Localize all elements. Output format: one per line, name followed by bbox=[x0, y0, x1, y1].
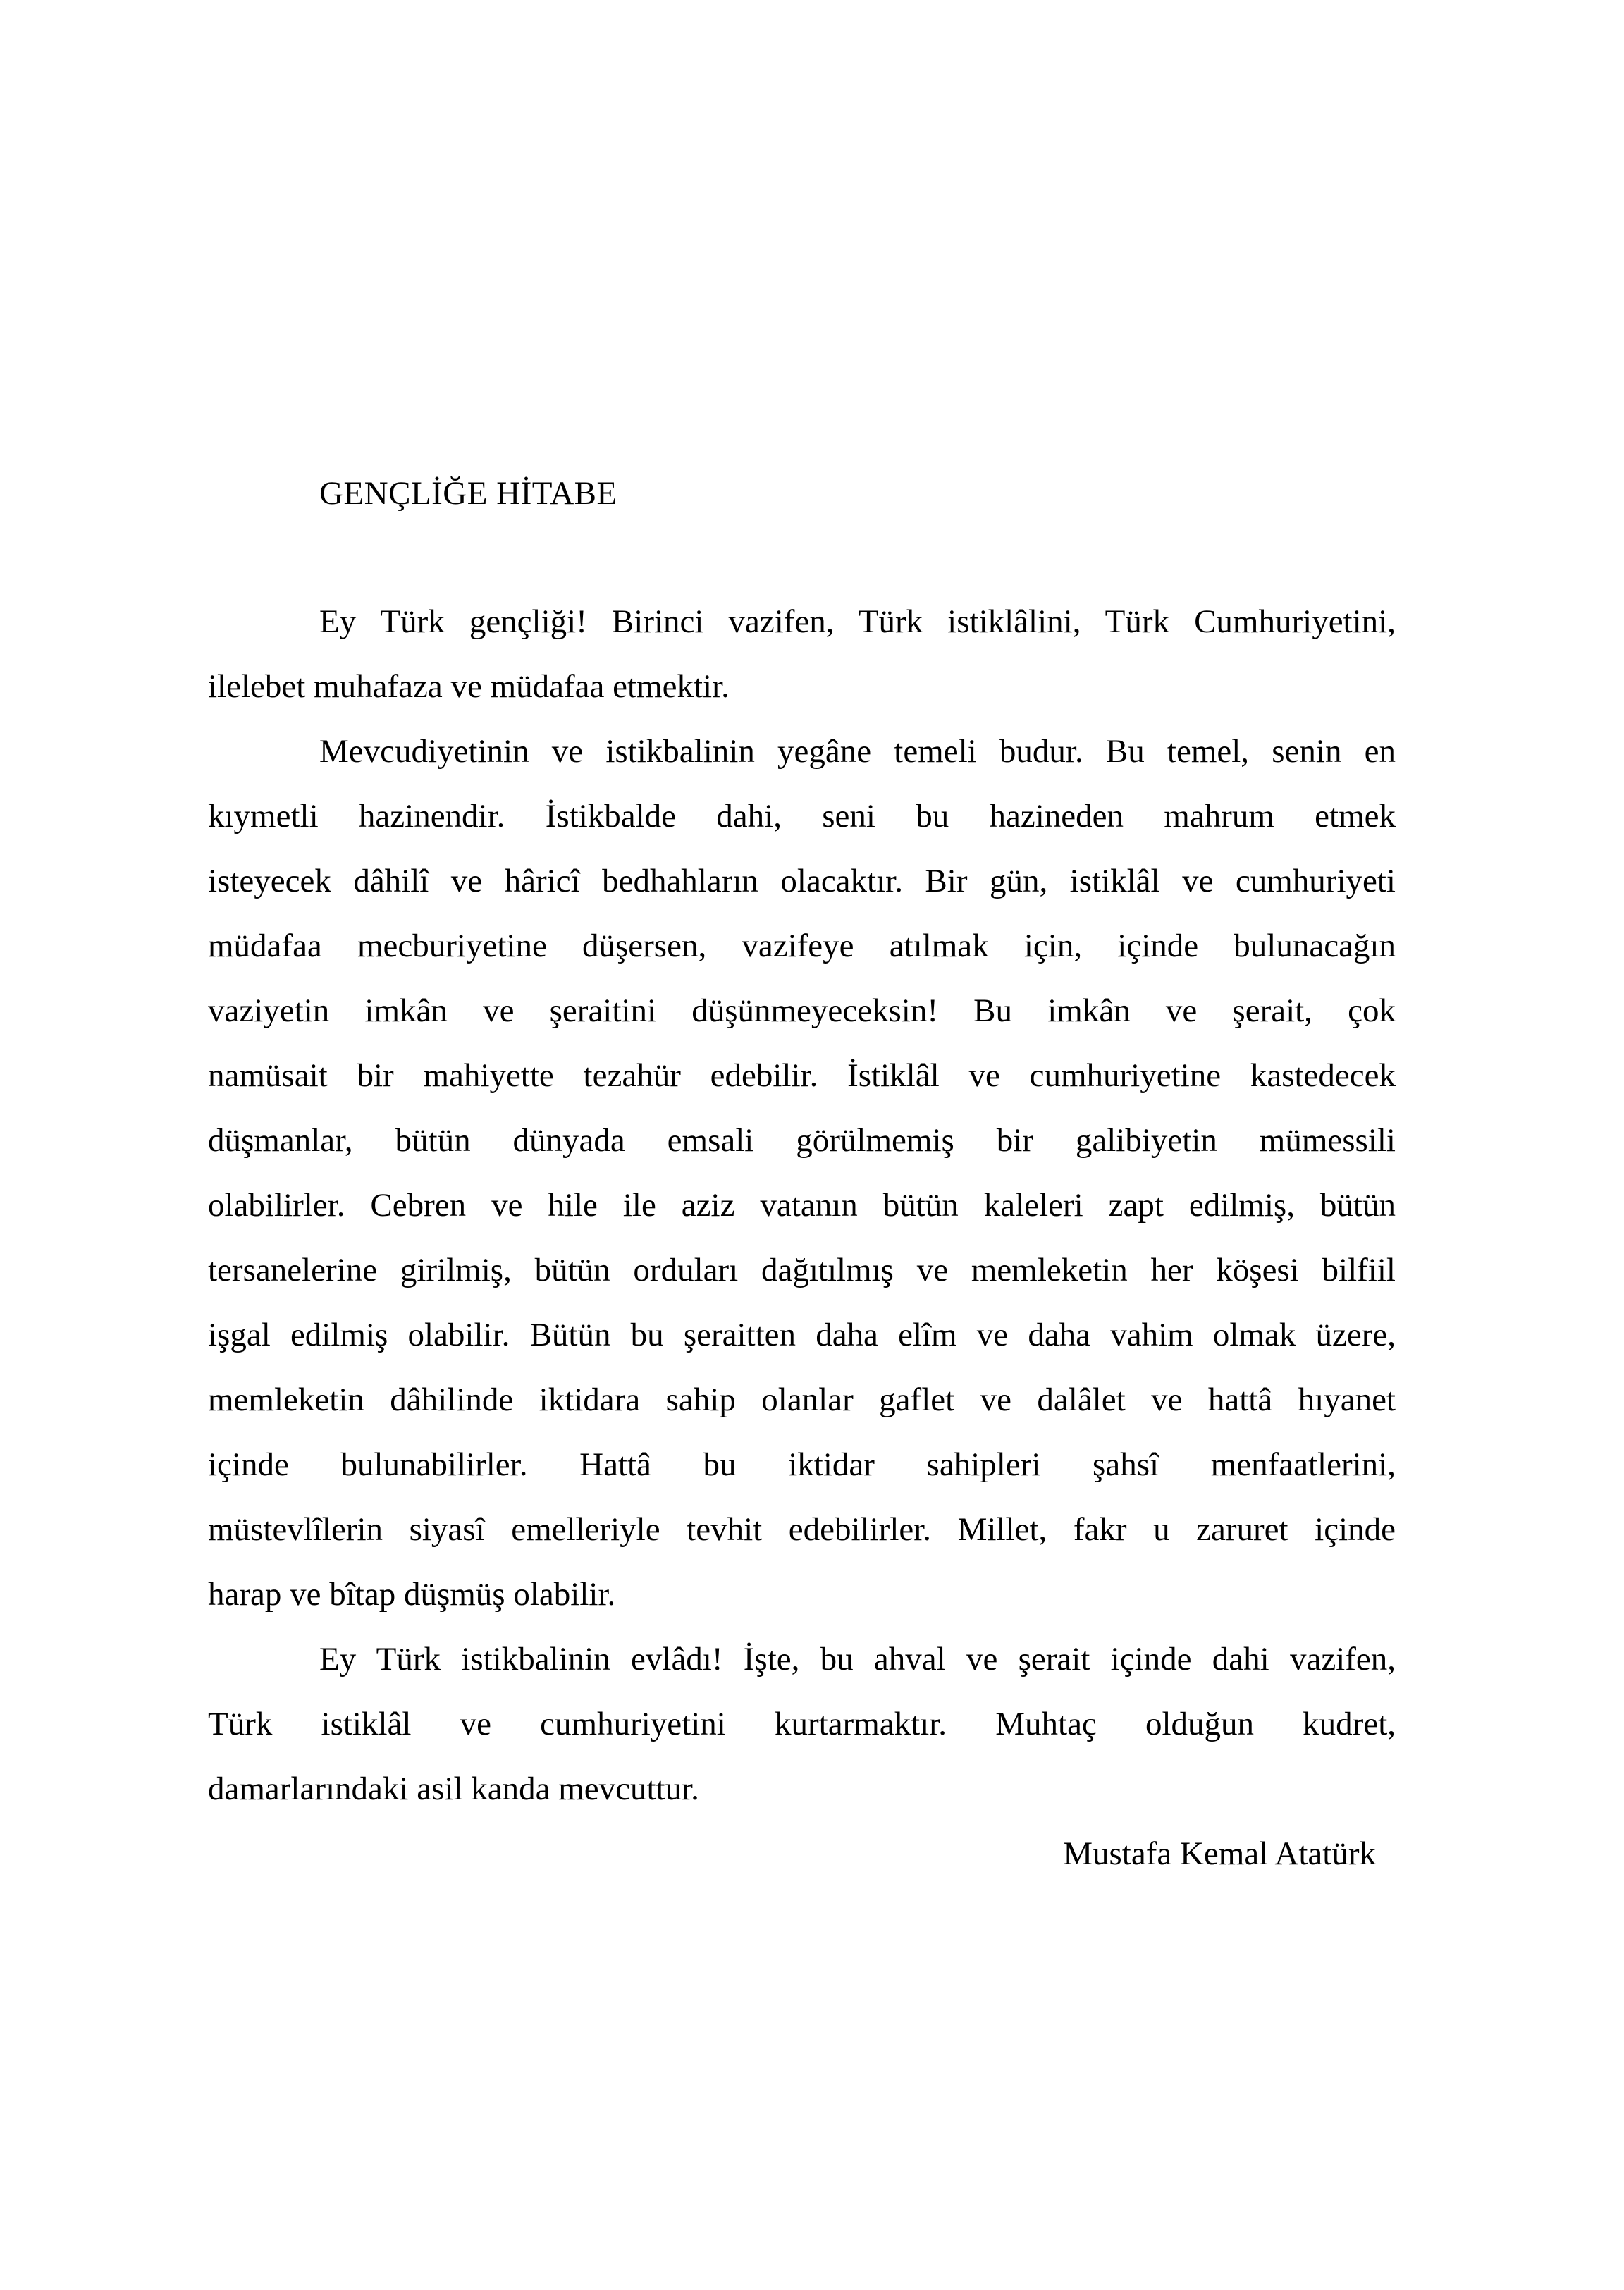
paragraph bbox=[208, 589, 1396, 719]
text-line: içinde bulunabilirler. Hattâ bu iktidar sahipleri şahsî menfaatlerini, bbox=[208, 1446, 1396, 1483]
text-line: vaziyetin imkân ve şeraitini düşünmeyeceksin! Bu imkân ve şerait, çok bbox=[208, 992, 1396, 1029]
text-line: harap ve bîtap düşmüş olabilir. bbox=[208, 1576, 616, 1613]
paragraph bbox=[208, 719, 1396, 1627]
text-line: isteyecek dâhilî ve hâricî bedhahların olacaktır. Bir gün, istiklâl ve cumhuriyeti bbox=[208, 863, 1396, 899]
text-line: Ey Türk gençliği! Birinci vazifen, Türk istiklâlini, Türk Cumhuriyetini, bbox=[319, 603, 1396, 640]
text-line: tersanelerine girilmiş, bütün orduları dağıtılmış ve memleketin her köşesi bilfiil bbox=[208, 1252, 1396, 1288]
text-line: işgal edilmiş olabilir. Bütün bu şeraitten daha elîm ve daha vahim olmak üzere, bbox=[208, 1317, 1396, 1353]
text-line: Mevcudiyetinin ve istikbalinin yegâne temeli budur. Bu temel, senin en bbox=[319, 733, 1396, 770]
signature: Mustafa Kemal Atatürk bbox=[1063, 1835, 1376, 1872]
paragraphs bbox=[208, 589, 1396, 1821]
text-line: müstevlîlerin siyasî emelleriyle tevhit edebilirler. Millet, fakr u zaruret içinde bbox=[208, 1511, 1396, 1548]
text-line: düşmanlar, bütün dünyada emsali görülmemiş bir galibiyetin mümessili bbox=[208, 1122, 1396, 1159]
text-line: damarlarındaki asil kanda mevcuttur. bbox=[208, 1771, 699, 1807]
text-line: memleketin dâhilinde iktidara sahip olanlar gaflet ve dalâlet ve hattâ hıyanet bbox=[208, 1381, 1396, 1418]
text-line: müdafaa mecburiyetine düşersen, vazifeye atılmak için, içinde bulunacağın bbox=[208, 928, 1396, 964]
text-column bbox=[208, 461, 1396, 1886]
text-line: ilelebet muhafaza ve müdafaa etmektir. bbox=[208, 668, 730, 705]
paragraph bbox=[208, 1627, 1396, 1821]
text-line: Ey Türk istikbalinin evlâdı! İşte, bu ahval ve şerait içinde dahi vazifen, bbox=[319, 1641, 1396, 1678]
text-line: Türk istiklâl ve cumhuriyetini kurtarmaktır. Muhtaç olduğun kudret, bbox=[208, 1706, 1396, 1742]
text-line: namüsait bir mahiyette tezahür edebilir. İstiklâl ve cumhuriyetine kastedecek bbox=[208, 1057, 1396, 1094]
text-line: kıymetli hazinendir. İstikbalde dahi, seni bu hazineden mahrum etmek bbox=[208, 798, 1396, 835]
text-line: olabilirler. Cebren ve hile ile aziz vatanın bütün kaleleri zapt edilmiş, bütün bbox=[208, 1187, 1396, 1224]
document-title: GENÇLİĞE HİTABE bbox=[319, 475, 617, 512]
